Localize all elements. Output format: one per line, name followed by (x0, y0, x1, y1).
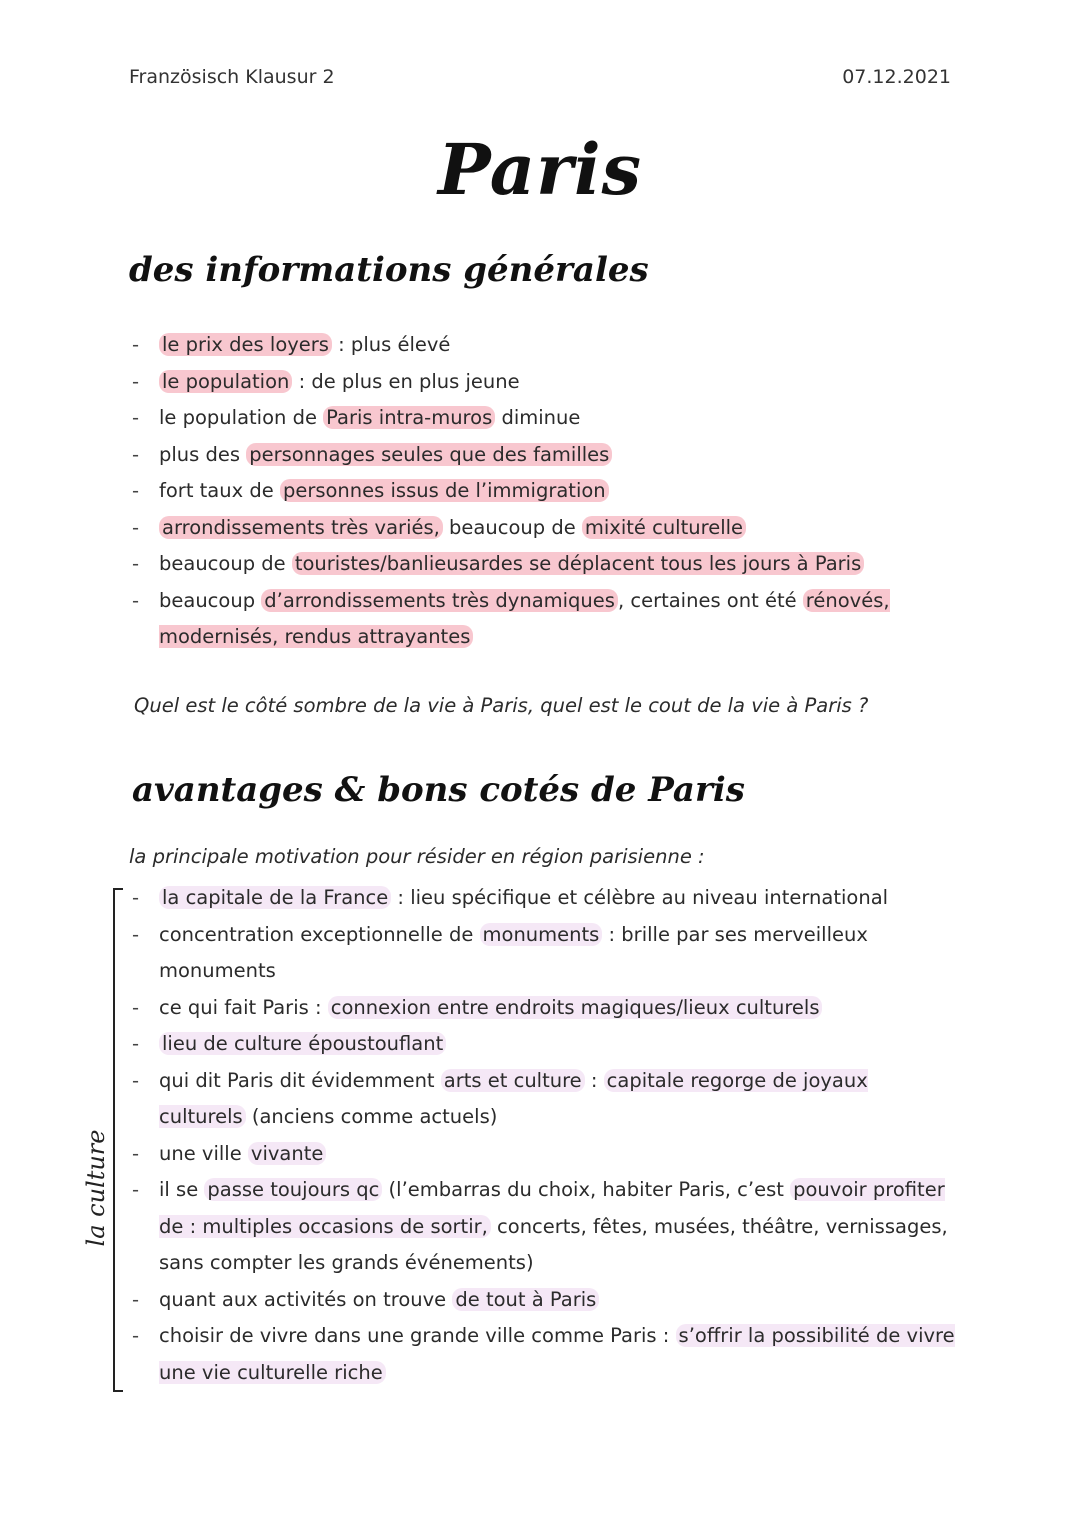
item-text: : brille par ses merveilleux monuments (159, 922, 868, 982)
highlight-pink: arrondissements très variés, (159, 516, 443, 539)
list-item (129, 546, 959, 583)
highlight-lilac: capitale regorge de joyaux culturels (159, 1068, 868, 1128)
item-text: ce qui fait Paris : (159, 995, 328, 1019)
advantages-list (129, 880, 959, 1391)
list-item (129, 1136, 959, 1173)
subject-label: Französisch Klausur 2 (129, 66, 335, 88)
highlight-pink: le prix des loyers (159, 333, 332, 356)
general-info-list (129, 327, 959, 656)
highlight-pink: touristes/banlieusardes se déplacent tous les jours à Paris (292, 552, 864, 575)
list-item (129, 400, 959, 437)
item-text: : de plus en plus jeune (292, 369, 520, 393)
item-text: il se (159, 1178, 205, 1201)
item-text: : lieu spécifique et célèbre au niveau international (391, 886, 889, 909)
highlight-lilac: de tout à Paris (452, 1288, 599, 1311)
list-item (129, 1063, 959, 1136)
highlight-pink: personnages seules que des familles (246, 443, 612, 466)
date-label: 07.12.2021 (842, 66, 951, 88)
highlight-lilac: passe toujours qc (204, 1178, 382, 1201)
highlight-lilac: la capitale de la France (159, 886, 391, 909)
item-text: beaucoup de (442, 515, 582, 539)
intro-text: la principale motivation pour résider en région parisienne : (129, 845, 705, 868)
highlight-pink: mixité culturelle (582, 516, 746, 539)
item-text: : (584, 1068, 604, 1092)
list-item (129, 1026, 959, 1063)
highlight-lilac: lieu de culture époustouflant (159, 1032, 446, 1055)
item-text: beaucoup (159, 588, 262, 612)
highlight-pink: Paris intra-muros (323, 406, 495, 429)
item-text: concerts, fêtes, musées, théâtre, vernissages, sans compter les grands événements) (159, 1214, 948, 1274)
section-heading-general: des informations générales (129, 250, 649, 290)
section-heading-advantages: avantages & bons cotés de Paris (132, 770, 745, 810)
highlight-pink: d’arrondissements très dynamiques (261, 589, 618, 612)
list-item (129, 583, 959, 656)
list-item (129, 917, 959, 990)
item-text: (anciens comme actuels) (245, 1105, 498, 1128)
culture-bracket (113, 888, 123, 1392)
item-text: concentration exceptionnelle de (159, 922, 480, 946)
question-text: Quel est le côté sombre de la vie à Paris, quel est le cout de la vie à Paris ? (134, 694, 869, 717)
highlight-lilac: arts et culture (441, 1069, 585, 1092)
highlight-lilac: vivante (248, 1142, 326, 1165)
list-item (129, 510, 959, 547)
item-text: beaucoup de (159, 552, 292, 575)
highlight-pink: personnes issus de l’immigration (280, 479, 609, 502)
item-text: (l’embarras du choix, habiter Paris, c’est (382, 1178, 791, 1201)
highlight-pink: rénovés, modernisés, rendus attrayantes (159, 588, 890, 648)
item-text: une ville (159, 1141, 248, 1165)
item-text: le population de (159, 406, 324, 429)
highlight-lilac: monuments (480, 923, 603, 946)
item-text: fort taux de (159, 479, 280, 502)
list-item (129, 1318, 959, 1391)
list-item (129, 437, 959, 474)
item-text: plus des (159, 442, 247, 466)
list-item (129, 880, 959, 917)
highlight-pink: le population (159, 370, 292, 393)
culture-side-label: la culture (82, 1129, 110, 1247)
item-text: : plus élevé (331, 333, 451, 356)
highlight-lilac: pouvoir profiter de : multiples occasions de sortir, (159, 1178, 945, 1238)
highlight-lilac: connexion entre endroits magiques/lieux culturels (328, 996, 823, 1019)
item-text: qui dit Paris dit évidemment (159, 1068, 441, 1092)
list-item (129, 473, 959, 510)
item-text: quant aux activités on trouve (159, 1287, 453, 1311)
list-item (129, 990, 959, 1027)
item-text: , certaines ont été (617, 588, 803, 612)
item-text: diminue (495, 406, 581, 429)
list-item (129, 1172, 959, 1282)
list-item (129, 327, 959, 364)
highlight-lilac: s’offrir la possibilité de vivre une vie culturelle riche (159, 1324, 955, 1384)
list-item (129, 364, 959, 401)
list-item (129, 1282, 959, 1319)
item-text: choisir de vivre dans une grande ville comme Paris : (159, 1324, 676, 1347)
page-title: Paris (438, 128, 642, 211)
